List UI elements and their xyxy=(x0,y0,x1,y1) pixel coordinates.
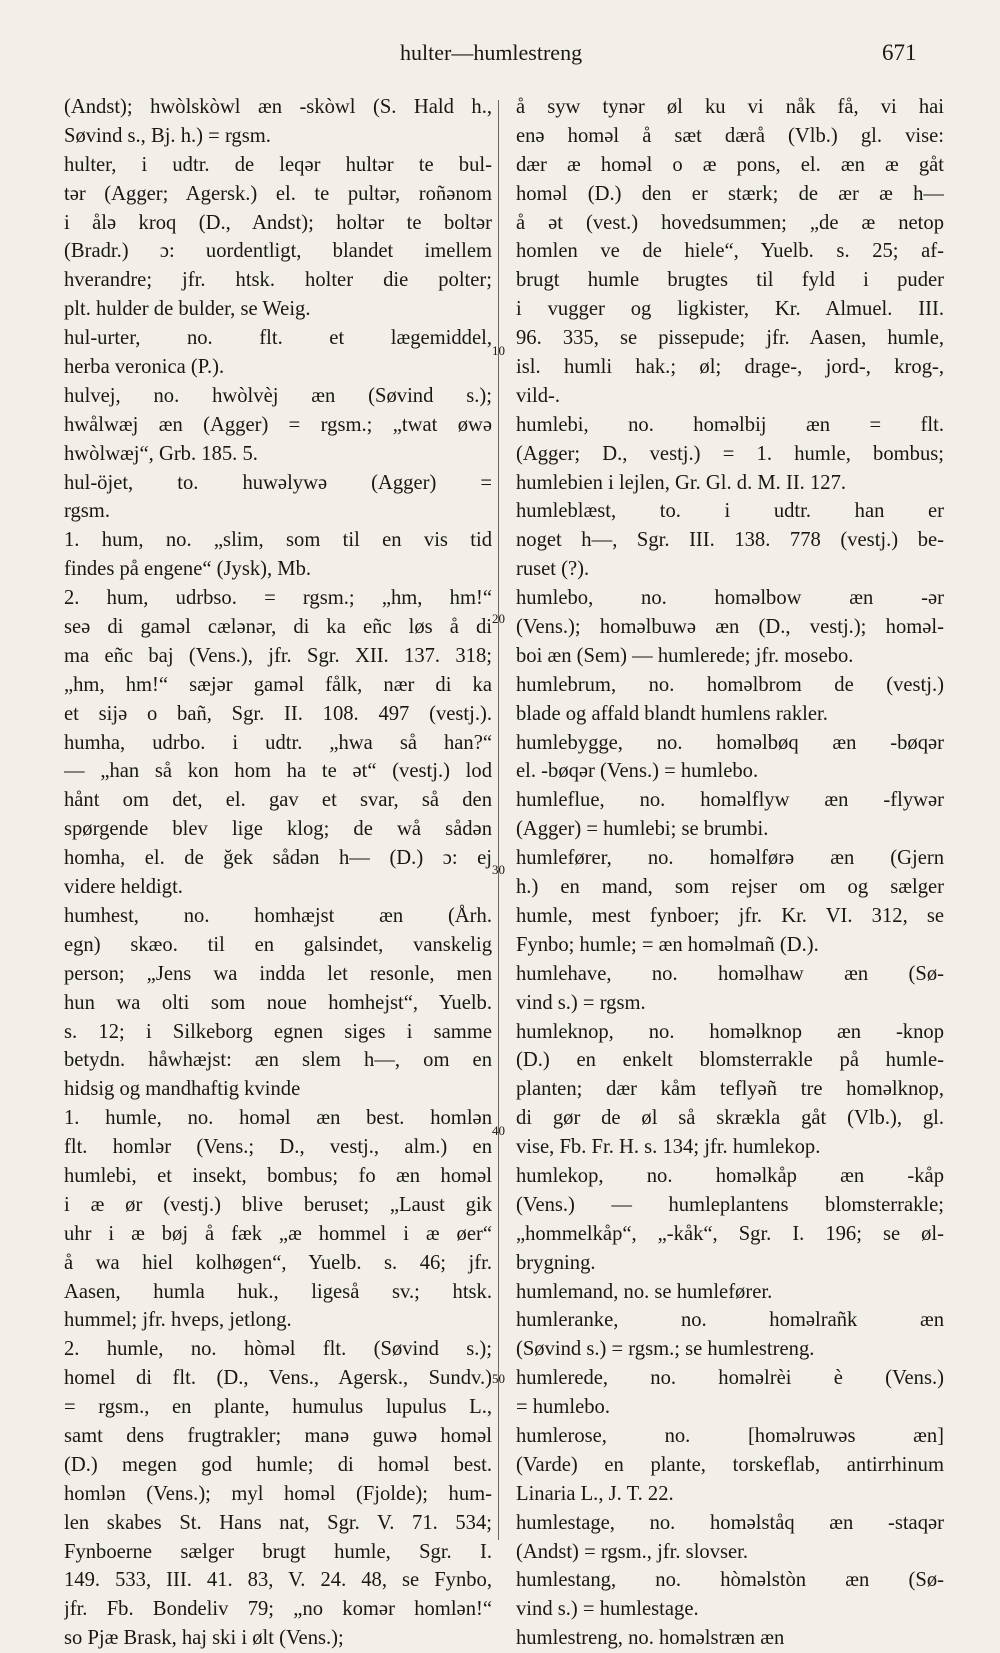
text-line: brugt humle brugtes til fyld i puder xyxy=(516,269,944,292)
text-line: humlebi, no. homəlbij æn = flt. xyxy=(516,413,944,436)
text-line: vild-. xyxy=(516,384,561,407)
text-line: humlestage, no. homəlståq æn -staqər xyxy=(516,1511,944,1534)
text-line: (Vens.) — humleplantens blomsterrakle; xyxy=(516,1193,944,1216)
running-head: hulter—humlestreng xyxy=(400,40,583,65)
text-line: å wa hiel kolhøgen“, Yuelb. s. 46; jfr. xyxy=(64,1251,492,1274)
text-line: humhest, no. homhæjst æn (Årh. xyxy=(64,904,492,927)
text-line: humleblæst, to. i udtr. han er xyxy=(516,500,944,523)
text-line: ruset (?). xyxy=(516,558,590,581)
page-header xyxy=(0,40,1000,70)
text-line: humha, udrbo. i udtr. „hwa så han?“ xyxy=(64,731,492,754)
text-line: Fynboerne sælger brugt humle, Sgr. I. xyxy=(64,1540,492,1563)
text-line: h.) en mand, som rejser om og sælger xyxy=(516,876,944,899)
text-line: s. 12; i Silkeborg egnen siges i samme xyxy=(64,1020,492,1043)
text-line: hun wa olti som noue homhejst“, Yuelb. xyxy=(64,991,492,1014)
text-line: humlestang, no. hòməlstòn æn (Sø- xyxy=(516,1569,944,1592)
text-line: hummel; jfr. hveps, jetlong. xyxy=(64,1309,292,1332)
line-number: 20 xyxy=(492,611,505,626)
column-divider xyxy=(498,100,499,1540)
text-line: noget h—, Sgr. III. 138. 778 (vestj.) be- xyxy=(516,529,944,552)
text-line: hidsig og mandhaftig kvinde xyxy=(64,1078,301,1101)
text-line: humlerede, no. homəlrèi è (Vens.) xyxy=(516,1367,944,1390)
text-line: — „han så kon hom ha te ət“ (vestj.) lod xyxy=(64,760,492,783)
text-line: ma eñc baj (Vens.), jfr. Sgr. XII. 137. 318; xyxy=(64,644,492,667)
line-number: 40 xyxy=(492,1123,505,1138)
text-line: hwålwæj æn (Agger) = rgsm.; „twat øwə xyxy=(64,413,492,436)
left-column xyxy=(64,93,492,1653)
text-line: humlestreng, no. homəlstræn æn xyxy=(516,1627,785,1650)
text-line: (Agger; D., vestj.) = 1. humle, bombus; xyxy=(516,442,944,465)
text-line: humlebo, no. homəlbow æn -ər xyxy=(516,587,944,610)
text-line: 96. 335, se pissepude; jfr. Aasen, humle, xyxy=(516,327,944,350)
text-line: humleknop, no. homəlknop æn -knop xyxy=(516,1020,944,1043)
text-line: rgsm. xyxy=(64,500,110,523)
text-line: et sijə o bañ, Sgr. II. 108. 497 (vestj.). xyxy=(64,702,492,725)
text-line: so Pjæ Brask, haj ski i ølt (Vens.); xyxy=(64,1627,344,1650)
text-line: i vugger og ligkister, Kr. Almuel. III. xyxy=(516,298,944,321)
line-number: 30 xyxy=(492,862,505,877)
page-number: 671 xyxy=(882,40,917,65)
text-line: (Varde) en plante, torskeflab, antirrhinum xyxy=(516,1453,944,1476)
text-line: samt dens frugtrakler; manə guwə homəl xyxy=(64,1424,492,1447)
text-line: findes på engene“ (Jysk), Mb. xyxy=(64,558,312,581)
text-line: vise, Fb. Fr. H. s. 134; jfr. humlekop. xyxy=(516,1136,821,1159)
text-line: humlerose, no. [homəlruwəs æn] xyxy=(516,1424,944,1447)
text-line: planten; dær kåm teflyəñ tre homəlknop, xyxy=(516,1078,944,1101)
text-line: homlən (Vens.); myl homəl (Fjolde); hum- xyxy=(64,1482,492,1505)
text-line: 1. hum, no. „slim, som til en vis tid xyxy=(64,529,492,552)
text-line: (D.) megen god humle; di homəl best. xyxy=(64,1453,492,1476)
text-line: hul-öjet, to. huwəlywə (Agger) = xyxy=(64,471,492,494)
text-line: = rgsm., en plante, humulus lupulus L., xyxy=(64,1396,492,1419)
text-line: 2. humle, no. hòməl flt. (Søvind s.); xyxy=(64,1338,492,1361)
text-line: homha, el. de ğek sådən h— (D.) ɔ: ej xyxy=(64,847,492,870)
text-line: homlen ve de hiele“, Yuelb. s. 25; af- xyxy=(516,240,944,263)
text-line: 149. 533, III. 41. 83, V. 24. 48, se Fynbo, xyxy=(64,1569,492,1592)
text-line: „hm, hm!“ sæjər gaməl fålk, nær di ka xyxy=(64,673,492,696)
text-line: humleflue, no. homəlflyw æn -flywər xyxy=(516,789,944,812)
text-line: humlefører, no. homəlførə æn (Gjern xyxy=(516,847,944,870)
text-line: enə homəl å sæt dærå (Vlb.) gl. vise: xyxy=(516,124,944,147)
text-line: jfr. Fb. Bondeliv 79; „no komər homlən!“ xyxy=(64,1598,492,1621)
text-line: (Søvind s.) = rgsm.; se humlestreng. xyxy=(516,1338,815,1361)
text-line: „hommelkåp“, „-kåk“, Sgr. I. 196; se øl- xyxy=(516,1222,944,1245)
text-line: uhr i æ bøj å fæk „æ hommel i æ øer“ xyxy=(64,1222,492,1245)
text-line: å syw tynər øl ku vi nåk få, vi hai xyxy=(516,96,944,118)
text-line: (D.) en enkelt blomsterrakle på humle- xyxy=(516,1049,944,1072)
text-line: len skabes St. Hans nat, Sgr. V. 71. 534; xyxy=(64,1511,492,1534)
text-line: (Vens.); homəlbuwə æn (D., vestj.); homəl- xyxy=(516,616,944,639)
text-line: plt. hulder de bulder, se Weig. xyxy=(64,298,311,321)
text-line: humlebygge, no. homəlbøq æn -bøqər xyxy=(516,731,944,754)
text-line: humlebi, et insekt, bombus; fo æn homəl xyxy=(64,1164,492,1187)
text-line: vind s.) = humlestage. xyxy=(516,1598,699,1621)
text-line: Fynbo; humle; = æn homəlmañ (D.). xyxy=(516,933,819,956)
text-line: hånt om det, el. gav et svar, så den xyxy=(64,789,492,812)
text-line: humlekop, no. homəlkåp æn -kåp xyxy=(516,1164,944,1187)
text-line: humlebien i lejlen, Gr. Gl. d. M. II. 127. xyxy=(516,471,847,494)
text-line: humlehave, no. homəlhaw æn (Sø- xyxy=(516,962,944,985)
text-line: (Bradr.) ɔ: uordentligt, blandet imellem xyxy=(64,240,492,263)
text-line: hul-urter, no. flt. et lægemiddel, xyxy=(64,327,492,350)
text-line: 1. humle, no. homəl æn best. homlən xyxy=(64,1107,492,1130)
text-line: blade og affald blandt humlens rakler. xyxy=(516,702,828,725)
text-line: humlemand, no. se humlefører. xyxy=(516,1280,773,1303)
text-line: homel di flt. (D., Vens., Agersk., Sundv.) xyxy=(64,1367,492,1390)
text-line: tər (Agger; Agersk.) el. te pultər, roñənom xyxy=(64,182,492,205)
text-line: herba veronica (P.). xyxy=(64,356,225,379)
text-line: humle, mest fynboer; jfr. Kr. VI. 312, se xyxy=(516,904,944,927)
text-line: å ət (vest.) hovedsummen; „de æ netop xyxy=(516,211,944,234)
text-line: boi æn (Sem) — humlerede; jfr. mosebo. xyxy=(516,644,854,667)
text-line: Søvind s., Bj. h.) = rgsm. xyxy=(64,124,271,147)
text-line: el. -bøqər (Vens.) = humlebo. xyxy=(516,760,759,783)
text-line: flt. homlər (Vens.; D., vestj., alm.) en xyxy=(64,1136,492,1159)
text-line: hwòlwæj“, Grb. 185. 5. xyxy=(64,442,258,465)
text-line: betydn. håwhæjst: æn slem h—, om en xyxy=(64,1049,492,1072)
text-line: (Agger) = humlebi; se brumbi. xyxy=(516,818,769,841)
line-number: 50 xyxy=(492,1371,505,1386)
text-line: di gør de øl så skrækla gåt (Vlb.), gl. xyxy=(516,1107,944,1130)
text-line: brygning. xyxy=(516,1251,596,1274)
text-line: (Andst) = rgsm., jfr. slovser. xyxy=(516,1540,749,1563)
right-column xyxy=(516,93,944,1653)
text-line: dær æ homəl o æ pons, el. æn æ gåt xyxy=(516,153,944,176)
text-line: humlebrum, no. homəlbrom de (vestj.) xyxy=(516,673,944,696)
line-number: 10 xyxy=(492,343,505,358)
text-line: i ålə kroq (D., Andst); holtər te boltər xyxy=(64,211,492,234)
text-line: person; „Jens wa indda let resonle, men xyxy=(64,962,492,985)
text-line: vind s.) = rgsm. xyxy=(516,991,646,1014)
text-line: isl. humli hak.; øl; drage-, jord-, krog-, xyxy=(516,356,944,379)
text-line: hverandre; jfr. htsk. holter die polter; xyxy=(64,269,492,292)
text-line: egn) skæo. til en galsindet, vanskelig xyxy=(64,933,492,956)
text-line: spørgende blev lige klog; de wå sådən xyxy=(64,818,492,841)
text-line: hulvej, no. hwòlvèj æn (Søvind s.); xyxy=(64,384,492,407)
text-line: Linaria L., J. T. 22. xyxy=(516,1482,674,1505)
text-line: = humlebo. xyxy=(516,1396,610,1419)
text-line: hulter, i udtr. de leqər hultər te bul- xyxy=(64,153,492,176)
text-line: 2. hum, udrbso. = rgsm.; „hm, hm!“ xyxy=(64,587,492,610)
text-line: seə di gaməl cælənər, di ka eñc løs å di xyxy=(64,616,492,639)
text-line: (Andst); hwòlskòwl æn -skòwl (S. Hald h., xyxy=(64,96,492,118)
text-line: homəl (D.) den er stærk; de ær æ h— xyxy=(516,182,944,205)
text-line: videre heldigt. xyxy=(64,876,183,899)
text-line: Aasen, humla huk., ligeså sv.; htsk. xyxy=(64,1280,492,1303)
text-line: humleranke, no. homəlrañk æn xyxy=(516,1309,944,1332)
text-line: i æ ør (vestj.) blive beruset; „Laust gik xyxy=(64,1193,492,1216)
